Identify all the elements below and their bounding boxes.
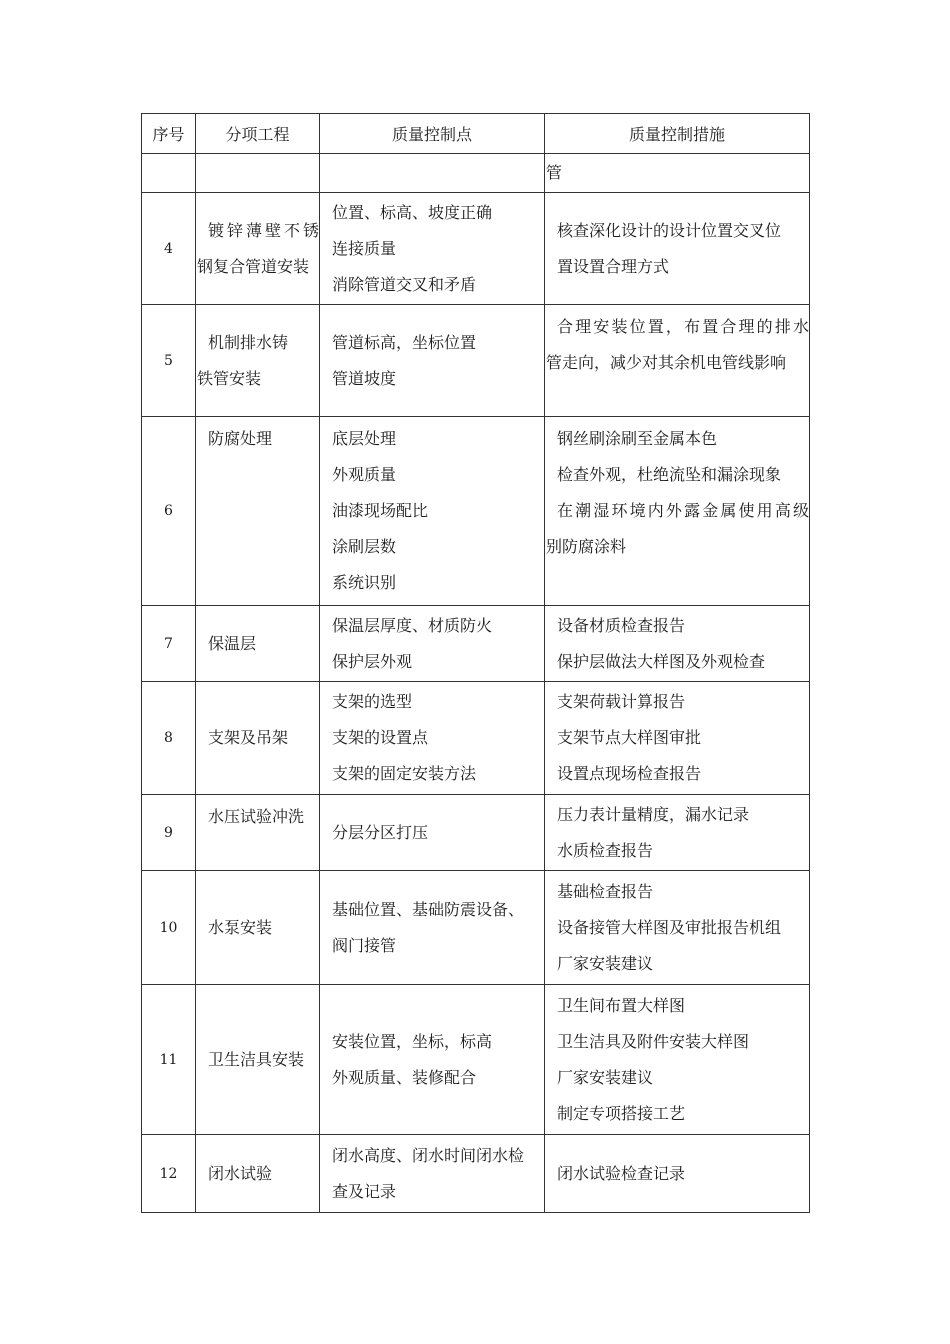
points-cell <box>320 871 545 985</box>
measure-line: 厂家安装建议 <box>557 953 654 973</box>
seq-cell: 11 <box>142 985 196 1135</box>
header-measures: 质量控制措施 <box>545 114 810 154</box>
measure-line: 设备材质检查报告 <box>557 615 686 635</box>
point-line: 系统识别 <box>332 573 397 592</box>
item-cell <box>196 985 320 1135</box>
point-line: 支架的固定安装方法 <box>332 764 477 783</box>
item-line: 铁管安装 <box>197 368 262 388</box>
seq-cell: 5 <box>142 305 196 417</box>
measure-line: 别防腐涂料 <box>546 537 627 556</box>
points-cell <box>320 795 545 871</box>
item-line: 闭水试验 <box>208 1163 273 1183</box>
seq-cell: 9 <box>142 795 196 871</box>
point-line: 支架的选型 <box>332 692 413 711</box>
point-line: 阀门接管 <box>332 935 397 955</box>
measures-cell <box>545 1135 810 1213</box>
table-row <box>142 305 810 417</box>
measure-line: 管 <box>546 163 563 182</box>
point-line: 保护层外观 <box>332 651 413 671</box>
table-row <box>142 193 810 305</box>
item-line: 机制排水铸 <box>208 332 289 352</box>
seq-cell: 6 <box>142 417 196 606</box>
table-row <box>142 871 810 985</box>
table-header-row <box>142 114 810 154</box>
points-cell <box>320 154 545 193</box>
item-cell <box>196 682 320 795</box>
item-line: 防腐处理 <box>208 429 273 448</box>
point-line: 外观质量 <box>332 465 397 484</box>
item-cell <box>196 193 320 305</box>
item-cell <box>196 871 320 985</box>
point-line: 油漆现场配比 <box>332 501 429 520</box>
point-line: 底层处理 <box>332 429 397 448</box>
item-line: 卫生洁具安装 <box>208 1049 305 1069</box>
table-row <box>142 795 810 871</box>
table-row <box>142 682 810 795</box>
table-row <box>142 985 810 1135</box>
item-line: 支架及吊架 <box>208 728 289 747</box>
point-line: 安装位置，坐标，标高 <box>332 1031 493 1051</box>
point-line: 支架的设置点 <box>332 728 429 747</box>
measures-cell <box>545 193 810 305</box>
point-line: 涂刷层数 <box>332 537 397 556</box>
item-line: 水压试验冲洗 <box>208 807 305 826</box>
point-line: 消除管道交叉和矛盾 <box>332 274 477 294</box>
seq-cell: 4 <box>142 193 196 305</box>
table-row-continuation <box>142 154 810 193</box>
measures-cell <box>545 871 810 985</box>
item-cell <box>196 305 320 417</box>
quality-control-table <box>141 113 810 1213</box>
measure-line: 制定专项搭接工艺 <box>557 1103 686 1123</box>
measure-line: 合理安装位置，布置合理的排水 <box>557 317 809 336</box>
header-item: 分项工程 <box>196 114 320 154</box>
item-cell <box>196 154 320 193</box>
measure-line: 卫生洁具及附件安装大样图 <box>557 1031 750 1051</box>
measure-line: 设备接管大样图及审批报告机组 <box>557 917 782 937</box>
header-points: 质量控制点 <box>320 114 545 154</box>
measures-cell <box>545 606 810 682</box>
table-row <box>142 417 810 606</box>
item-cell <box>196 417 320 606</box>
seq-cell <box>142 154 196 193</box>
measure-line: 支架节点大样图审批 <box>557 728 702 747</box>
points-cell <box>320 985 545 1135</box>
measure-line: 核查深化设计的设计位置交叉位 <box>557 220 782 240</box>
seq-cell: 10 <box>142 871 196 985</box>
seq-cell: 12 <box>142 1135 196 1213</box>
seq-cell: 7 <box>142 606 196 682</box>
points-cell <box>320 606 545 682</box>
measure-line: 压力表计量精度，漏水记录 <box>557 804 750 824</box>
measure-line: 卫生间布置大样图 <box>557 995 686 1015</box>
points-cell <box>320 305 545 417</box>
point-line: 基础位置、基础防震设备、 <box>332 899 525 919</box>
point-line: 闭水高度、闭水时间闭水检 <box>332 1145 525 1165</box>
item-cell <box>196 795 320 871</box>
measure-line: 检查外观，杜绝流坠和漏涂现象 <box>557 465 782 484</box>
point-line: 管道坡度 <box>332 368 397 388</box>
point-line: 管道标高，坐标位置 <box>332 332 477 352</box>
seq-cell: 8 <box>142 682 196 795</box>
item-cell <box>196 606 320 682</box>
measure-line: 设置点现场检查报告 <box>557 764 702 783</box>
item-cell <box>196 1135 320 1213</box>
point-line: 分层分区打压 <box>332 822 429 842</box>
point-line: 外观质量、装修配合 <box>332 1067 477 1087</box>
point-line: 查及记录 <box>332 1181 397 1201</box>
table-row <box>142 1135 810 1213</box>
points-cell <box>320 682 545 795</box>
table-row <box>142 606 810 682</box>
measures-cell <box>545 154 810 193</box>
points-cell <box>320 417 545 606</box>
points-cell <box>320 1135 545 1213</box>
measure-line: 置设置合理方式 <box>557 256 670 276</box>
measures-cell <box>545 682 810 795</box>
measure-line: 基础检查报告 <box>557 881 654 901</box>
measure-line: 钢丝刷涂刷至金属本色 <box>557 429 718 448</box>
measure-line: 管走向，减少对其余机电管线影响 <box>546 353 787 372</box>
measure-line: 保护层做法大样图及外观检查 <box>557 651 766 671</box>
item-line: 保温层 <box>208 633 257 653</box>
measure-line: 水质检查报告 <box>557 840 654 860</box>
item-line: 水泵安装 <box>208 917 273 937</box>
item-line: 钢复合管道安装 <box>197 256 310 276</box>
points-cell <box>320 193 545 305</box>
measure-line: 厂家安装建议 <box>557 1067 654 1087</box>
measures-cell <box>545 985 810 1135</box>
measure-line: 闭水试验检查记录 <box>557 1163 686 1183</box>
measure-line: 支架荷载计算报告 <box>557 692 686 711</box>
measures-cell <box>545 417 810 606</box>
point-line: 连接质量 <box>332 238 397 258</box>
measures-cell <box>545 305 810 417</box>
point-line: 位置、标高、坡度正确 <box>332 202 493 222</box>
point-line: 保温层厚度、材质防火 <box>332 615 493 635</box>
header-seq: 序号 <box>142 114 196 154</box>
item-line: 镀锌薄壁不锈 <box>208 220 319 240</box>
measures-cell <box>545 795 810 871</box>
measure-line: 在潮湿环境内外露金属使用高级 <box>557 501 809 520</box>
